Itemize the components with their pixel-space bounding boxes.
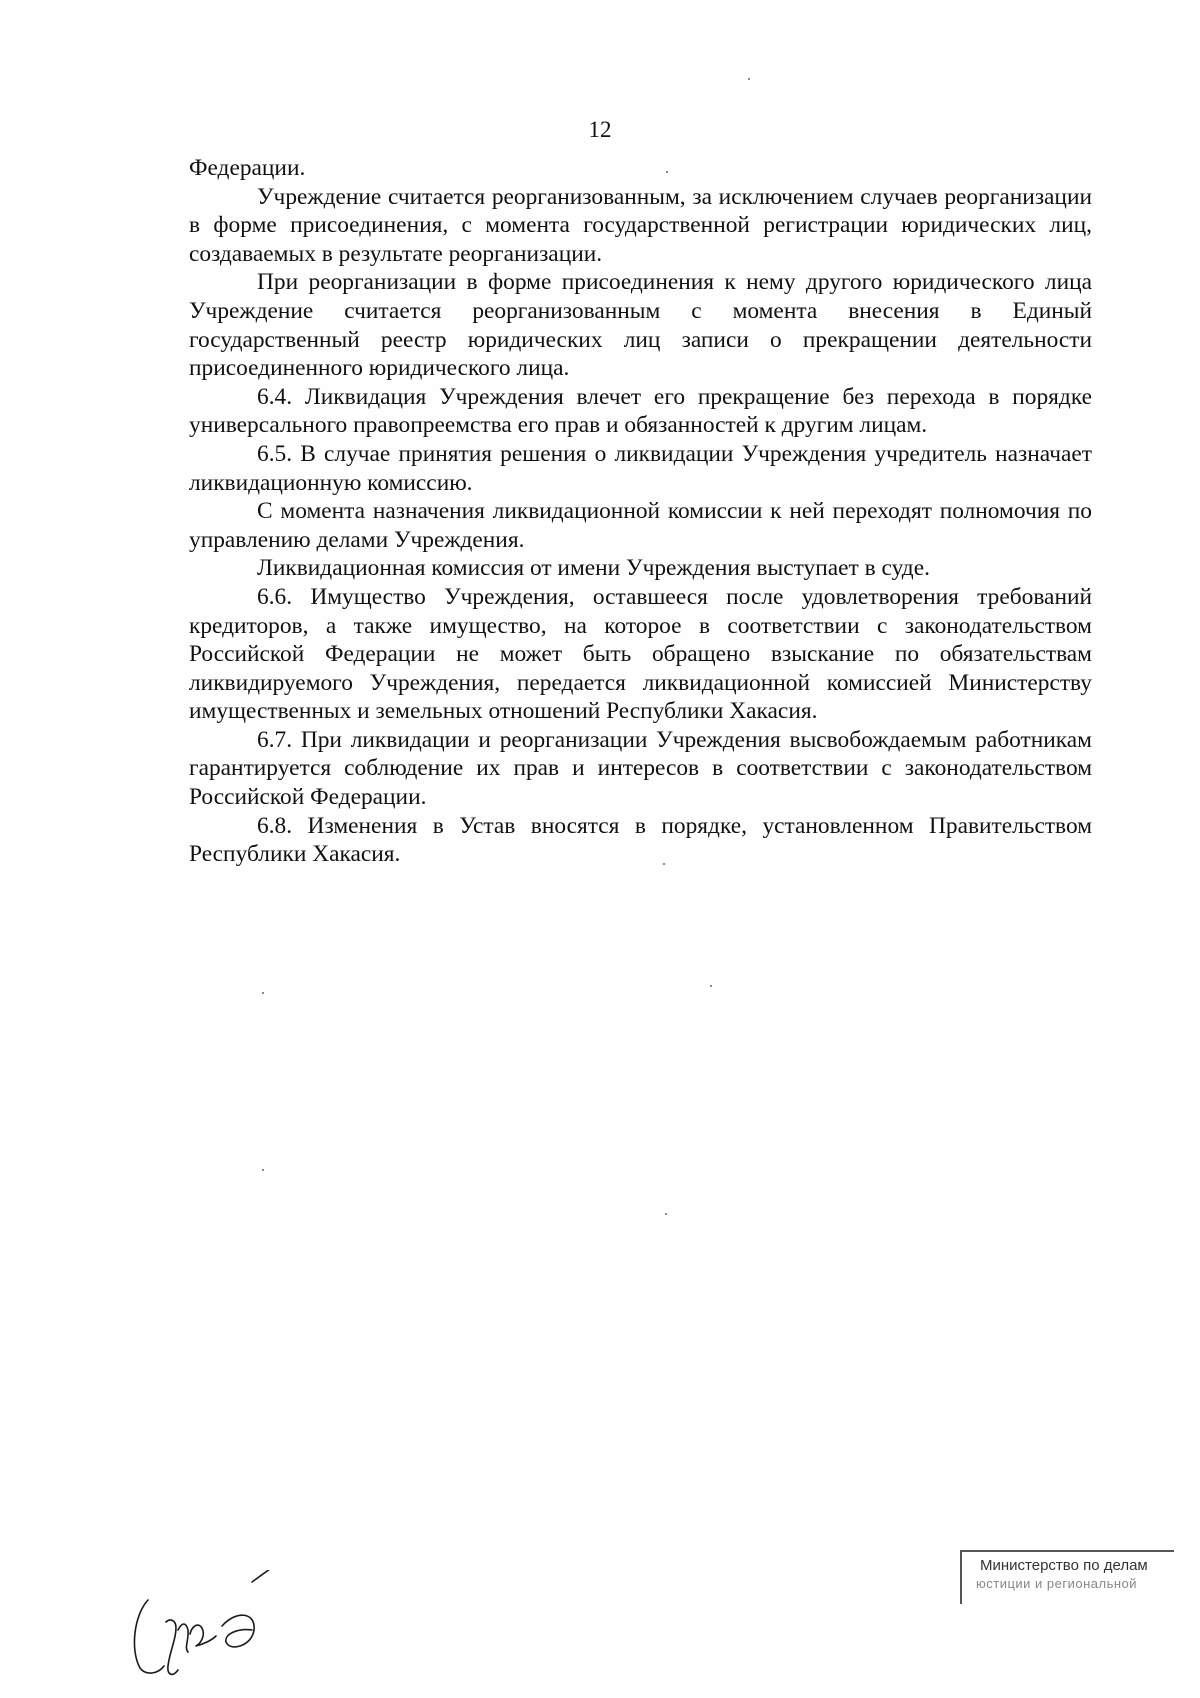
- scan-speck: [262, 992, 264, 994]
- paragraph-commission-powers: С момента назначения ликвидационной комиссии к ней переходят полномочия по управлению делами Учреждения.: [189, 498, 1092, 553]
- paragraph-6-4: 6.4. Ликвидация Учреждения влечет его прекращение без перехода в порядке универсального правопреемства его прав и обязанностей к другим лицам.: [189, 383, 1092, 439]
- stamp-line-2: юстиции и региональной: [976, 1576, 1138, 1591]
- paragraph-reorganization: Учреждение считается реорганизованным, за исключением случаев реорганизации в форме присоединения, с момента государственной регистрации юридических лиц, создаваемых в результате реорганизации.: [189, 183, 1092, 267]
- paragraph-commission-court: Ликвидационная комиссия от имени Учреждения выступает в суде.: [257, 555, 930, 582]
- paragraph-6-6: 6.6. Имущество Учреждения, оставшееся после удовлетворения требований кредиторов, а также имущество, на которое в соответствии с законодательством Российской Федерации не может быть обращено взыскание по обязательствам ликвидируемого Учреждения, передается ликвидационной комиссией Министерству имущественных и земельных отношений Республики Хакасия.: [189, 583, 1092, 725]
- scan-speck: [663, 863, 665, 865]
- document-body: [189, 154, 1092, 869]
- stamp-line-1: Министерство по делам: [980, 1557, 1148, 1574]
- scan-speck: [748, 78, 750, 80]
- scan-speck: [665, 1213, 667, 1215]
- paragraph-6-7: 6.7. При ликвидации и реорганизации Учреждения высвобождаемым работникам гарантируется соблюдение их прав и интересов в соответствии с законодательством Российской Федерации.: [189, 726, 1092, 811]
- page-number: 12: [588, 117, 612, 142]
- paragraph-6-5: 6.5. В случае принятия решения о ликвидации Учреждения учредитель назначает ликвидационную комиссию.: [189, 440, 1092, 496]
- scan-speck: [666, 171, 668, 173]
- handwritten-signature: [126, 1570, 296, 1680]
- paragraph-continuation: Федерации.: [189, 155, 306, 181]
- scan-speck: [710, 985, 712, 987]
- paragraph-6-8: 6.8. Изменения в Устав вносятся в порядке, установленном Правительством Республики Хакасия.: [189, 812, 1092, 868]
- paragraph-merger: При реорганизации в форме присоединения к нему другого юридического лица Учреждение считается реорганизованным с момента внесения в Единый государственный реестр юридических лиц записи о прекращении деятельности присоединенного юридического лица.: [189, 269, 1092, 382]
- registration-stamp: [960, 1550, 1174, 1604]
- scan-speck: [262, 1169, 264, 1171]
